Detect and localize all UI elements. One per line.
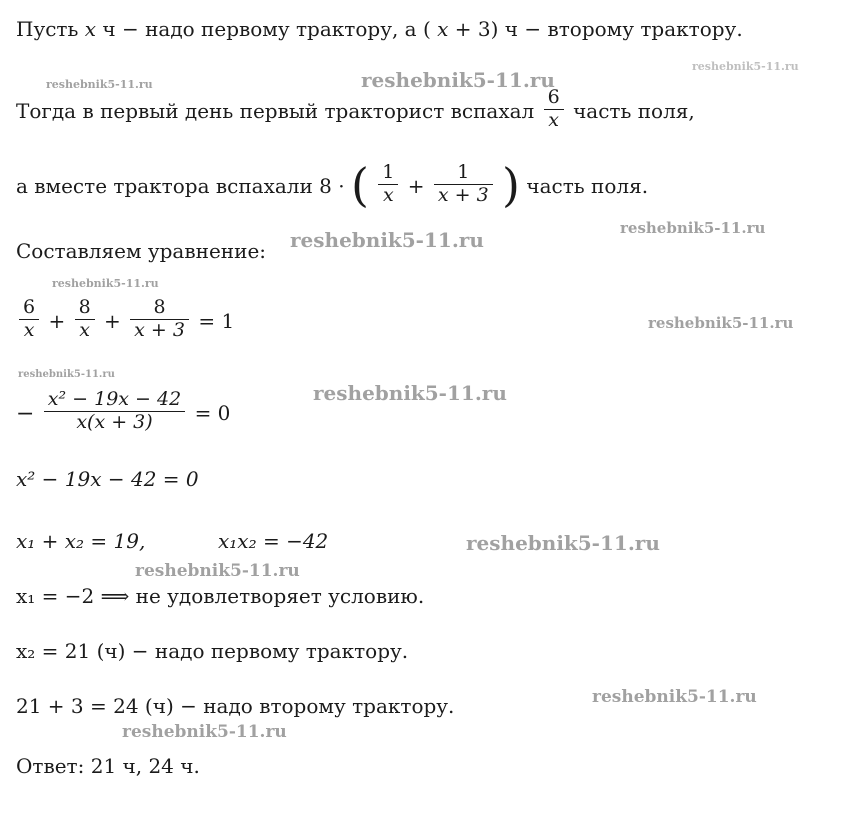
- variable-x: x: [84, 17, 97, 41]
- equation-6-root2: x₂ = 21 (ч) − надо первому трактору.: [16, 639, 409, 663]
- fraction-1-over-x: [378, 162, 398, 207]
- fraction-8-over-x: [75, 297, 95, 342]
- fraction-numerator: 8: [78, 296, 91, 318]
- leading-minus: −: [16, 401, 35, 427]
- equation-4-product: x₁x₂ = −42: [218, 529, 329, 553]
- plus-operator: +: [48, 308, 66, 333]
- equation-tail: = 1: [198, 308, 235, 333]
- text-segment: часть поля,: [573, 98, 695, 123]
- fraction-numerator: 6: [23, 296, 36, 318]
- watermark: reshebnik5-11.ru: [122, 722, 287, 742]
- text-segment: ч − надо первому трактору, а (: [102, 17, 431, 41]
- fraction-denominator: x: [378, 184, 398, 207]
- text-segment: часть поля.: [526, 173, 649, 198]
- fraction-numerator: x² − 19x − 42: [47, 388, 182, 410]
- fraction-6-over-x: [19, 297, 39, 342]
- watermark: reshebnik5-11.ru: [18, 369, 115, 380]
- fraction-6-over-x: [544, 87, 564, 132]
- fraction-1-over-x-plus-3: [434, 162, 493, 207]
- plus-operator: +: [104, 308, 121, 333]
- variable-x: x: [437, 17, 449, 41]
- statement-line-1: [16, 18, 743, 41]
- equation-2: [16, 388, 231, 437]
- watermark: reshebnik5-11.ru: [46, 78, 153, 91]
- watermark: reshebnik5-11.ru: [135, 561, 300, 581]
- statement-line-2: [16, 86, 695, 135]
- fraction-denominator: x: [75, 319, 95, 342]
- watermark: reshebnik5-11.ru: [52, 277, 159, 290]
- fraction-8-over-x-plus-3: [130, 297, 189, 342]
- plus-operator: +: [407, 173, 425, 198]
- fraction-denominator: x + 3: [130, 319, 189, 342]
- equation-4-sum: x₁ + x₂ = 19,: [16, 529, 146, 553]
- watermark: reshebnik5-11.ru: [592, 687, 757, 707]
- watermark: reshebnik5-11.ru: [466, 531, 660, 555]
- statement-line-3: [16, 158, 649, 213]
- answer-line: Ответ: 21 ч, 24 ч.: [16, 754, 200, 778]
- fraction-denominator: x: [19, 319, 39, 342]
- watermark: reshebnik5-11.ru: [290, 228, 484, 252]
- text-segment: Тогда в первый день первый тракторист вспахал: [16, 98, 535, 123]
- text-segment: Пусть: [16, 17, 79, 41]
- text-segment: а вместе трактора вспахали 8 ·: [16, 173, 345, 198]
- equation-5-root1: x₁ = −2 ⟹ не удовлетворяет условию.: [16, 584, 425, 608]
- statement-line-4: Составляем уравнение:: [16, 239, 267, 263]
- fraction-denominator: x + 3: [434, 184, 493, 207]
- watermark: reshebnik5-11.ru: [692, 60, 799, 73]
- watermark: reshebnik5-11.ru: [648, 314, 794, 332]
- equation-7-second-tractor: 21 + 3 = 24 (ч) − надо второму трактору.: [16, 694, 455, 718]
- fraction-numerator: 1: [457, 161, 470, 183]
- right-paren: ): [502, 158, 520, 213]
- fraction-denominator: x: [544, 109, 564, 132]
- fraction-quadratic-over-product: [44, 389, 185, 434]
- fraction-numerator: 6: [547, 86, 560, 108]
- equation-tail: = 0: [194, 400, 231, 425]
- fraction-denominator: x(x + 3): [44, 411, 185, 434]
- watermark: reshebnik5-11.ru: [361, 68, 555, 92]
- watermark: reshebnik5-11.ru: [620, 219, 766, 237]
- watermark: reshebnik5-11.ru: [313, 381, 507, 405]
- equation-3: x² − 19x − 42 = 0: [16, 467, 199, 491]
- left-paren: (: [350, 158, 369, 213]
- text-segment: + 3) ч − второму трактору.: [454, 17, 743, 41]
- fraction-numerator: 1: [382, 161, 395, 183]
- fraction-numerator: 8: [153, 296, 166, 318]
- equation-1: [16, 296, 235, 345]
